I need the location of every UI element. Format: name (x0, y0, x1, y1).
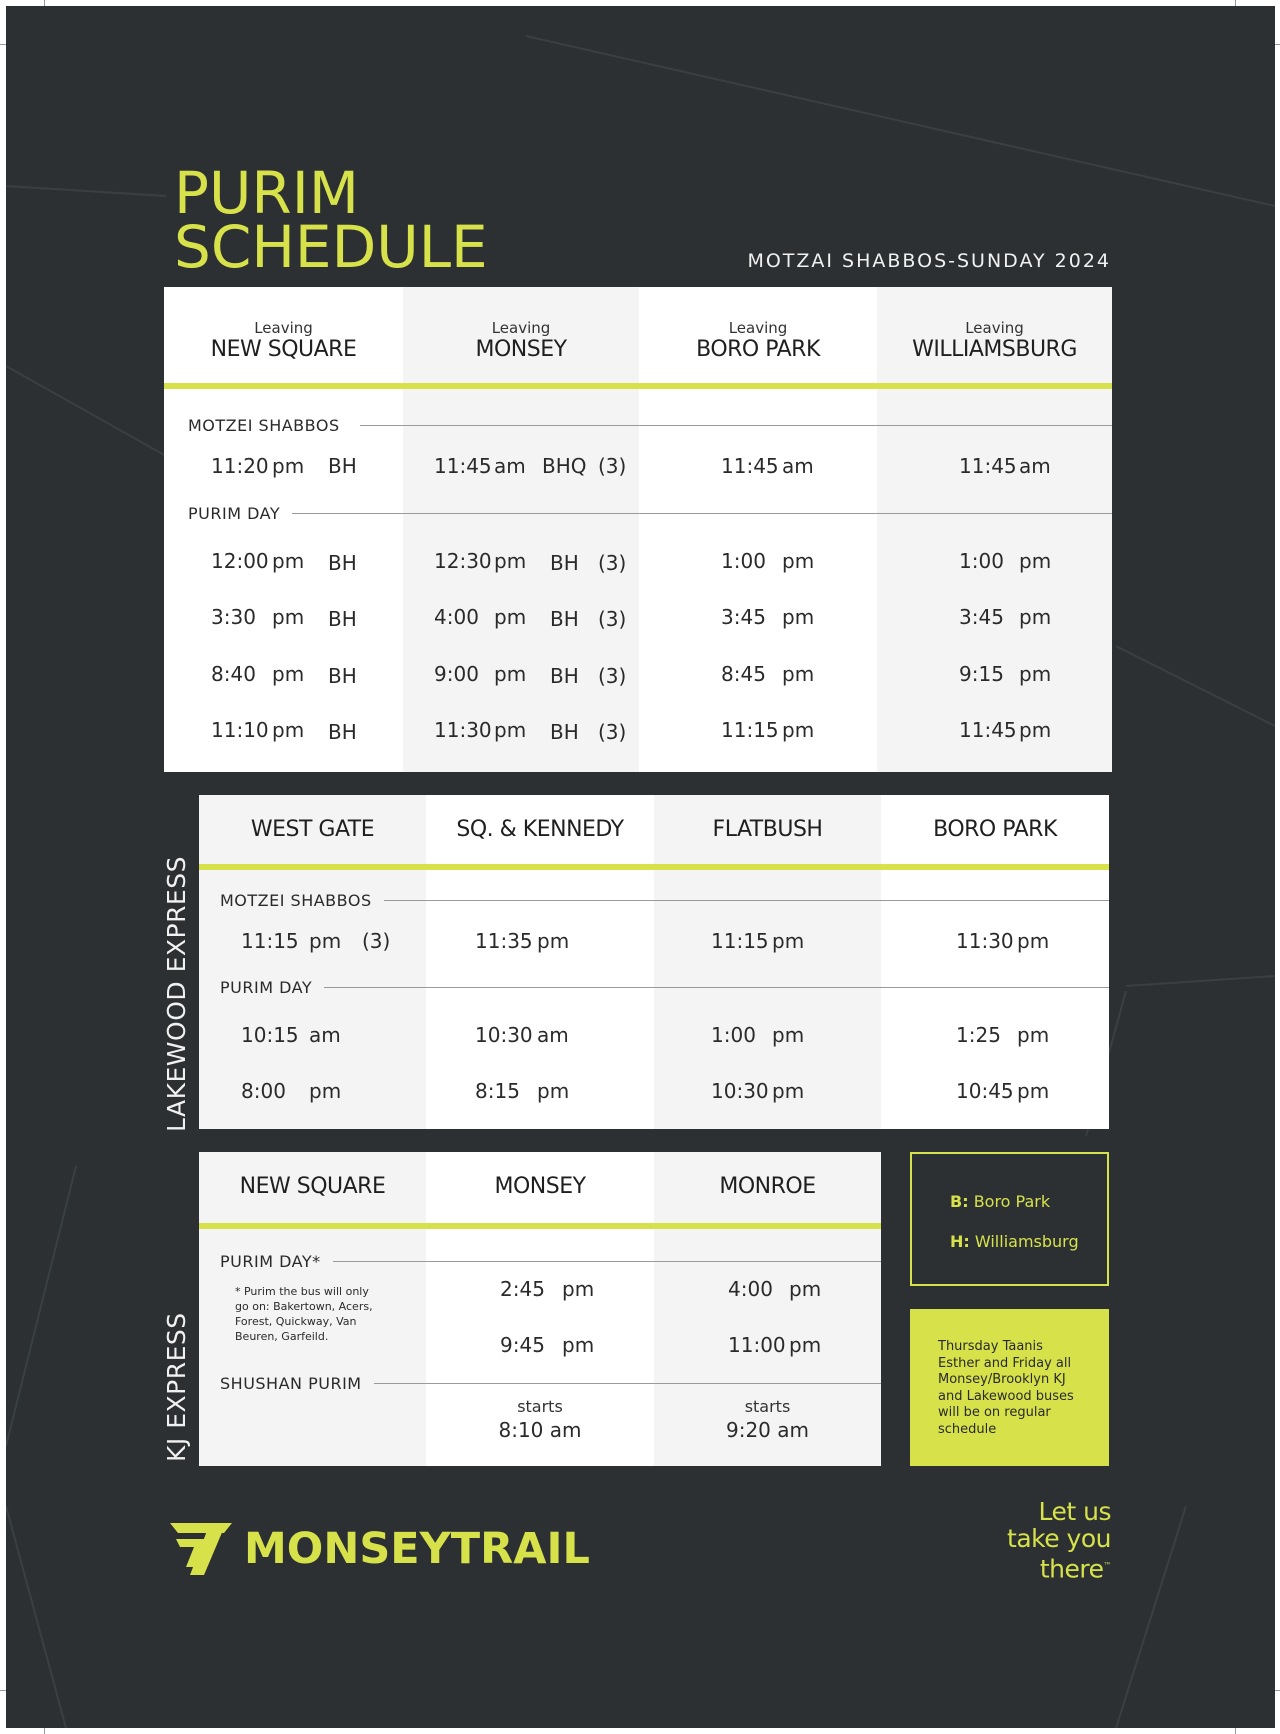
kj-schedule-card (199, 1152, 881, 1466)
legend-row-h (950, 1232, 1079, 1251)
time: 3:45 (721, 605, 766, 629)
route-code: BH (328, 664, 357, 688)
ampm: pm (772, 1079, 805, 1103)
time: 10:45 (956, 1079, 1014, 1103)
legend-value: Williamsburg (974, 1232, 1079, 1251)
route-code: BH (550, 607, 579, 631)
accent-bar (199, 1223, 881, 1229)
legend-key: B: (950, 1192, 969, 1211)
ampm: am (1019, 454, 1051, 478)
time: 11:30 (434, 718, 492, 742)
header-name: MONSEY (475, 337, 567, 362)
footnote-ref: (3) (598, 454, 627, 478)
header-west-gate (199, 817, 426, 842)
ampm: pm (272, 718, 305, 742)
ampm: pm (772, 929, 805, 953)
footnote-ref: (3) (598, 607, 627, 631)
section-label: MOTZEI SHABBOS (188, 416, 340, 435)
ampm: pm (789, 1333, 822, 1357)
section-label: PURIM DAY (188, 504, 281, 523)
header-name: BORO PARK (696, 337, 820, 362)
time: 11:45 (434, 454, 492, 478)
header-boro-park (881, 817, 1109, 842)
ampm: pm (494, 718, 527, 742)
header-flatbush (654, 817, 881, 842)
ampm: pm (494, 662, 527, 686)
main-schedule-card (164, 287, 1112, 772)
time: 11:45 (959, 718, 1017, 742)
ampm: pm (1019, 549, 1052, 573)
route-code: BH (328, 607, 357, 631)
header-name: WILLIAMSBURG (912, 337, 1077, 362)
accent-bar (199, 864, 1109, 870)
shushan-monsey (426, 1397, 654, 1442)
section-shushan-purim (220, 1374, 881, 1393)
ampm: pm (562, 1277, 595, 1301)
tagline-line-2: take you (1007, 1524, 1111, 1553)
time: 11:00 (728, 1333, 786, 1357)
time: 11:20 (211, 454, 269, 478)
ampm: pm (272, 605, 305, 629)
lakewood-express-label: LAKEWOOD EXPRESS (162, 856, 191, 1132)
footnote-ref: (3) (598, 551, 627, 575)
time: 12:30 (434, 549, 492, 573)
section-purim-day (188, 504, 1112, 523)
time: 8:45 (721, 662, 766, 686)
time: 10:30 (475, 1023, 533, 1047)
header-leaving: Leaving (254, 319, 313, 337)
header-williamsburg (877, 319, 1112, 362)
time: 11:15 (711, 929, 769, 953)
time: 11:45 (959, 454, 1017, 478)
header-monsey (426, 1174, 654, 1199)
time: 11:45 (721, 454, 779, 478)
starts-label: starts (517, 1397, 563, 1416)
route-code: BH (550, 664, 579, 688)
section-label: MOTZEI SHABBOS (220, 891, 372, 910)
regular-schedule-notice (910, 1309, 1109, 1466)
time: 4:00 (434, 605, 479, 629)
route-code: BH (328, 551, 357, 575)
purim-route-note: * Purim the bus will only go on: Bakertown, Acers, Forest, Quickway, Van Beuren, Garfeild. (235, 1285, 373, 1343)
ampm: pm (309, 929, 342, 953)
ampm: am (309, 1023, 341, 1047)
ampm: pm (1019, 662, 1052, 686)
header-name: MONSEY (494, 1174, 586, 1199)
kj-express-label: KJ EXPRESS (162, 1312, 191, 1462)
header-new-square (199, 1174, 426, 1199)
ampm: pm (782, 549, 815, 573)
time: 1:00 (959, 549, 1004, 573)
ampm: am (777, 1418, 810, 1442)
header-name: NEW SQUARE (239, 1174, 386, 1199)
time: 10:30 (711, 1079, 769, 1103)
time: 4:00 (728, 1277, 773, 1301)
ampm: am (494, 454, 526, 478)
section-purim-day (220, 978, 1109, 997)
time: 10:15 (241, 1023, 299, 1047)
time: 1:25 (956, 1023, 1001, 1047)
time: 9:15 (959, 662, 1004, 686)
ampm: pm (272, 549, 305, 573)
section-label: PURIM DAY (220, 978, 313, 997)
ampm: pm (309, 1079, 342, 1103)
header-monsey (403, 319, 639, 362)
ampm: pm (789, 1277, 822, 1301)
poster (6, 6, 1275, 1728)
header-name: MONROE (719, 1174, 816, 1199)
route-code: BH (328, 720, 357, 744)
page-subtitle: MOTZAI SHABBOS-SUNDAY 2024 (747, 250, 1111, 272)
tagline-line-1: Let us (1038, 1497, 1111, 1526)
ampm: pm (782, 662, 815, 686)
header-name: BORO PARK (933, 817, 1057, 842)
ampm: pm (1017, 1079, 1050, 1103)
legend-box (910, 1152, 1109, 1286)
title-line-1: PURIM (174, 159, 359, 227)
time: 9:20 (725, 1418, 771, 1442)
ampm: pm (537, 1079, 570, 1103)
time: 3:30 (211, 605, 256, 629)
ampm: pm (1017, 929, 1050, 953)
page-title (174, 159, 488, 281)
header-sq-kennedy (426, 817, 654, 842)
legend-key: H: (950, 1232, 970, 1251)
time: 11:35 (475, 929, 533, 953)
time: 8:15 (475, 1079, 520, 1103)
ampm: pm (272, 662, 305, 686)
ampm: pm (537, 929, 570, 953)
notice-text: Thursday Taanis Esther and Friday all Monsey/Brooklyn KJ and Lakewood buses will be on regular schedule (938, 1339, 1074, 1437)
ampm: am (782, 454, 814, 478)
ampm: pm (494, 605, 527, 629)
time: 11:10 (211, 718, 269, 742)
ampm: am (537, 1023, 569, 1047)
header-new-square (164, 319, 403, 362)
header-leaving: Leaving (728, 319, 788, 337)
header-monroe (654, 1174, 881, 1199)
header-name: FLATBUSH (712, 817, 823, 842)
ampm: pm (1019, 718, 1052, 742)
header-name: SQ. & KENNEDY (456, 817, 624, 842)
time: 1:00 (711, 1023, 756, 1047)
accent-bar (164, 383, 1112, 389)
lakewood-schedule-card (199, 795, 1109, 1129)
footnote-ref: (3) (598, 664, 627, 688)
time: 8:00 (241, 1079, 286, 1103)
time: 9:00 (434, 662, 479, 686)
ampm: am (549, 1418, 582, 1442)
ampm: pm (782, 605, 815, 629)
section-motzei-shabbos (220, 891, 1109, 910)
route-code: BH (550, 551, 579, 575)
header-leaving: Leaving (965, 319, 1024, 337)
section-purim-day (220, 1252, 881, 1271)
ampm: pm (782, 718, 815, 742)
plane-arrow-logo-icon (168, 1509, 238, 1579)
section-label: PURIM DAY* (220, 1252, 321, 1271)
trademark: ™ (1103, 1561, 1111, 1570)
legend-value: Boro Park (973, 1192, 1051, 1211)
ampm: pm (272, 454, 305, 478)
tagline (1007, 1498, 1111, 1582)
footnote-ref: (3) (598, 720, 627, 744)
time: 1:00 (721, 549, 766, 573)
time: 12:00 (211, 549, 269, 573)
time: 8:10 (498, 1418, 544, 1442)
time: 9:45 (500, 1333, 545, 1357)
legend-row-b (950, 1192, 1050, 1211)
ampm: pm (1019, 605, 1052, 629)
time: 2:45 (500, 1277, 545, 1301)
ampm: pm (494, 549, 527, 573)
time: 11:15 (721, 718, 779, 742)
header-leaving: Leaving (491, 319, 551, 337)
route-code: BH (550, 720, 579, 744)
route-code: BHQ (542, 454, 587, 478)
title-line-2: SCHEDULE (174, 213, 488, 281)
header-boro-park (639, 319, 877, 362)
time: 11:30 (956, 929, 1014, 953)
route-code: BH (328, 454, 357, 478)
ampm: pm (772, 1023, 805, 1047)
section-label: SHUSHAN PURIM (220, 1374, 362, 1393)
header-name: WEST GATE (250, 817, 375, 842)
starts-label: starts (744, 1397, 791, 1416)
tagline-line-3: there (1039, 1554, 1104, 1584)
time: 8:40 (211, 662, 256, 686)
header-name: NEW SQUARE (210, 337, 357, 362)
section-motzei-shabbos (188, 416, 1112, 435)
footnote-ref: (3) (362, 929, 391, 953)
ampm: pm (1017, 1023, 1050, 1047)
ampm: pm (562, 1333, 595, 1357)
time: 11:15 (241, 929, 299, 953)
time: 3:45 (959, 605, 1004, 629)
brand-name: MONSEYTRAIL (244, 1524, 590, 1574)
shushan-monroe (654, 1397, 881, 1442)
